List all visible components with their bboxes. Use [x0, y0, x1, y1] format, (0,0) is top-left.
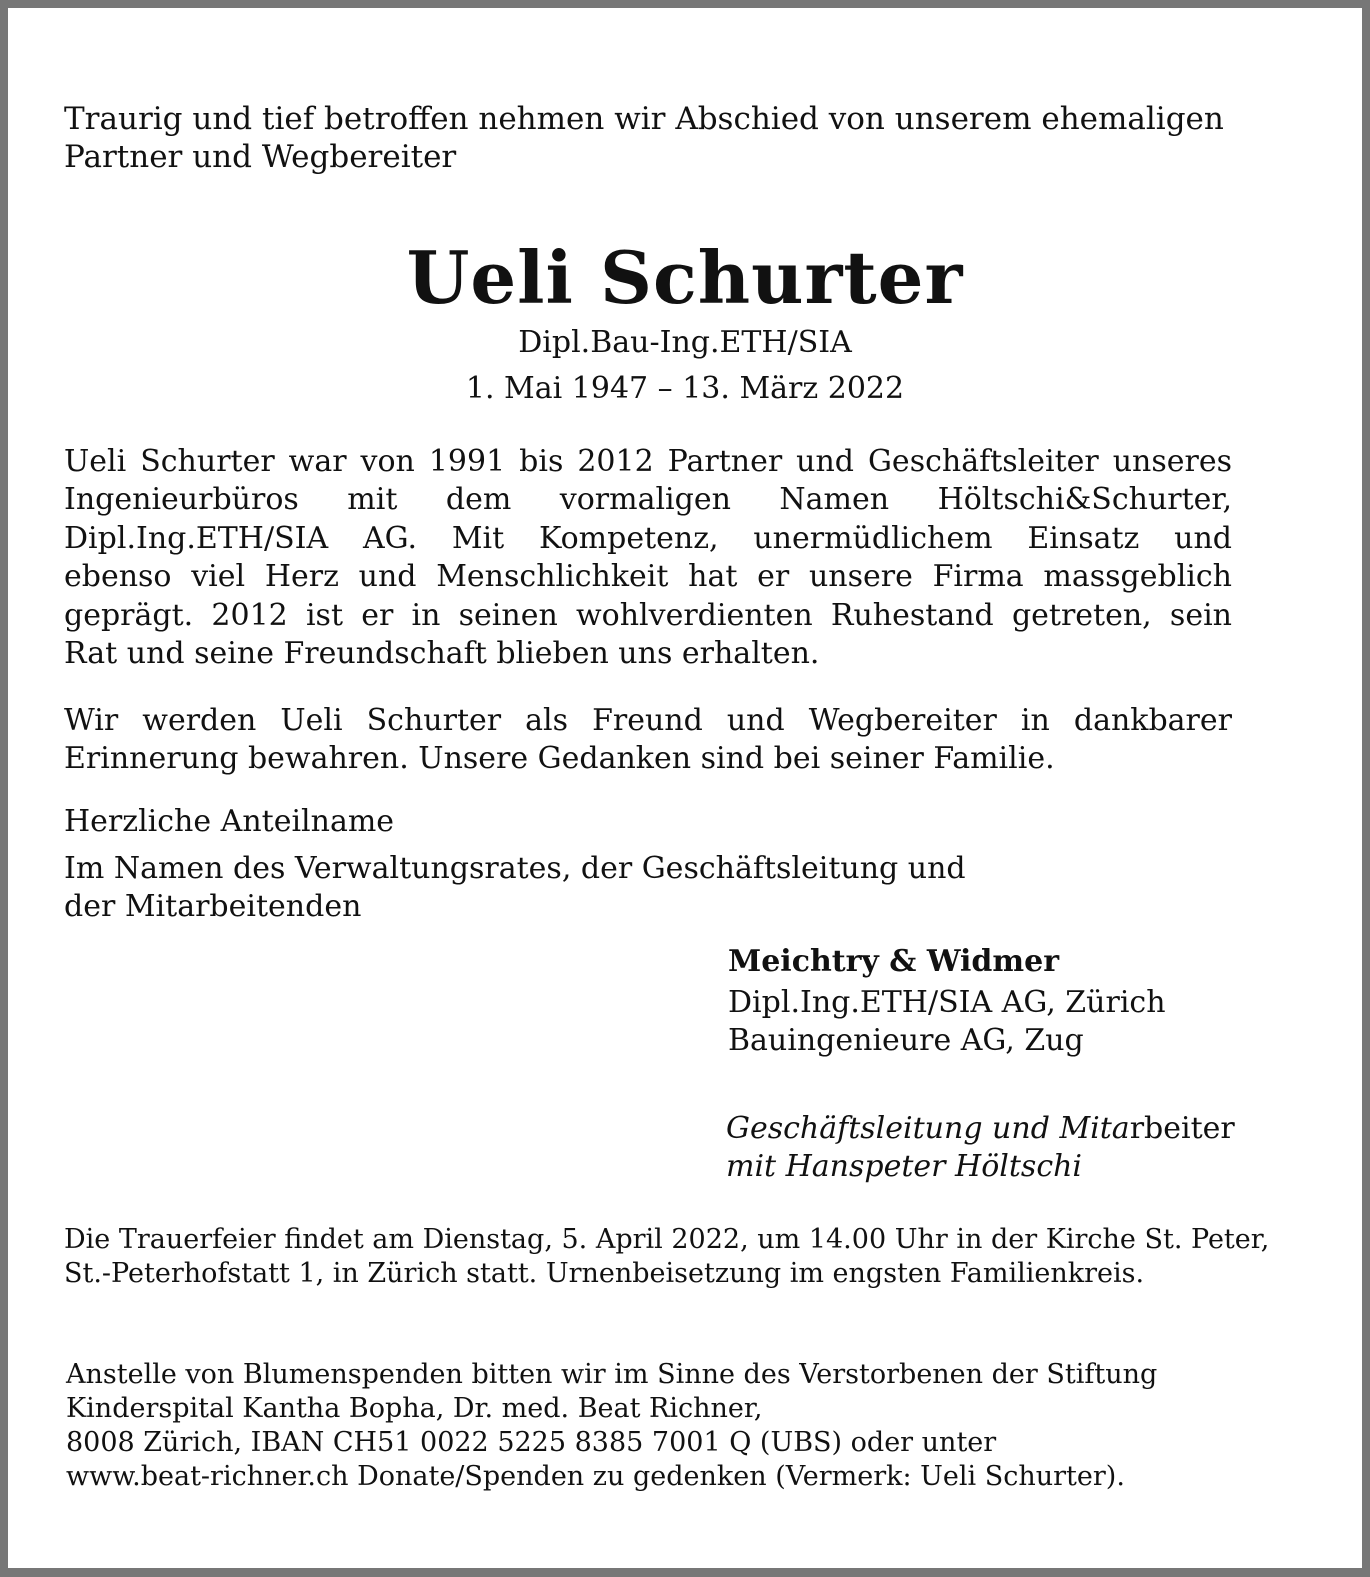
firm-line: Dipl.Ing.ETH/SIA AG, Zürich — [728, 985, 1166, 1020]
donation-notice — [66, 1358, 1157, 1494]
tribute-line: Ueli Schurter war von 1991 bis 2012 Partner und Geschäftsleiter unseres — [64, 444, 1232, 479]
life-dates: 1. Mai 1947 – 13. März 2022 — [465, 371, 905, 406]
on-behalf-line: der Mitarbeitenden — [64, 889, 362, 924]
tribute-line: ebenso viel Herz und Menschlichkeit hat er unsere Firma massgeblich — [64, 559, 1232, 595]
intro-line: Partner und Wegbereiter — [64, 139, 457, 175]
intro-line: Traurig und tief betroffen nehmen wir Abschied von unserem ehemaligen — [64, 101, 1224, 137]
on-behalf-line: Im Namen des Verwaltungsrates, der Geschäftsleitung und — [64, 851, 966, 886]
donation-line: Kinderspital Kantha Bopha, Dr. med. Beat Richner, — [66, 1393, 763, 1424]
firm-line: Bauingenieure AG, Zug — [728, 1023, 1084, 1058]
intro-text — [64, 100, 1224, 176]
tribute-line: Rat und seine Freundschaft blieben uns erhalten. — [64, 635, 820, 671]
tribute-line: Ingenieurbüros mit dem vormaligen Namen Höltschi&Schurter, — [64, 482, 1232, 518]
donation-line: Anstelle von Blumenspenden bitten wir im Sinne des Verstorbenen der Stiftung — [66, 1359, 1158, 1390]
tribute-line: geprägt. 2012 ist er in seinen wohlverdienten Ruhestand getreten, sein — [64, 597, 1232, 633]
staff-signature — [726, 1110, 1235, 1186]
obituary-page — [8, 8, 1362, 1568]
greeting: Herzliche Anteilname — [64, 804, 395, 839]
remembrance-line: Erinnerung bewahren. Unsere Gedanken sind bei seiner Familie. — [64, 741, 1055, 777]
donation-line: www.beat-richner.ch Donate/Spenden zu gedenken (Vermerk: Ueli Schurter). — [66, 1461, 1125, 1492]
remembrance-paragraph — [64, 702, 1232, 779]
staff-line-italic: Geschäftsleitung und Mita — [726, 1111, 1130, 1146]
deceased-title: Dipl.Bau-Ing.ETH/SIA — [518, 325, 852, 360]
donation-line: 8008 Zürich, IBAN CH51 0022 5225 8385 7001 Q (UBS) oder unter — [66, 1427, 997, 1458]
staff-line: mit Hanspeter Höltschi — [726, 1149, 1083, 1184]
staff-line-upright: rbeiter — [1129, 1111, 1235, 1146]
on-behalf-text — [64, 850, 966, 926]
funeral-line: St.-Peterhofstatt 1, in Zürich statt. Urnenbeisetzung im engsten Familienkreis. — [64, 1258, 1145, 1289]
firm-name: Meichtry & Widmer — [728, 944, 1060, 979]
remembrance-line: Wir werden Ueli Schurter als Freund und Wegbereiter in dankbarer — [64, 703, 1232, 738]
funeral-line: Die Trauerfeier findet am Dienstag, 5. April 2022, um 14.00 Uhr in der Kirche St. Peter, — [64, 1224, 1270, 1255]
funeral-notice — [64, 1223, 1269, 1291]
deceased-name: Ueli Schurter — [406, 235, 964, 320]
tribute-paragraph — [64, 443, 1232, 673]
tribute-line: Dipl.Ing.ETH/SIA AG. Mit Kompetenz, unermüdlichem Einsatz und — [64, 520, 1232, 556]
staff-line — [726, 1110, 1235, 1148]
